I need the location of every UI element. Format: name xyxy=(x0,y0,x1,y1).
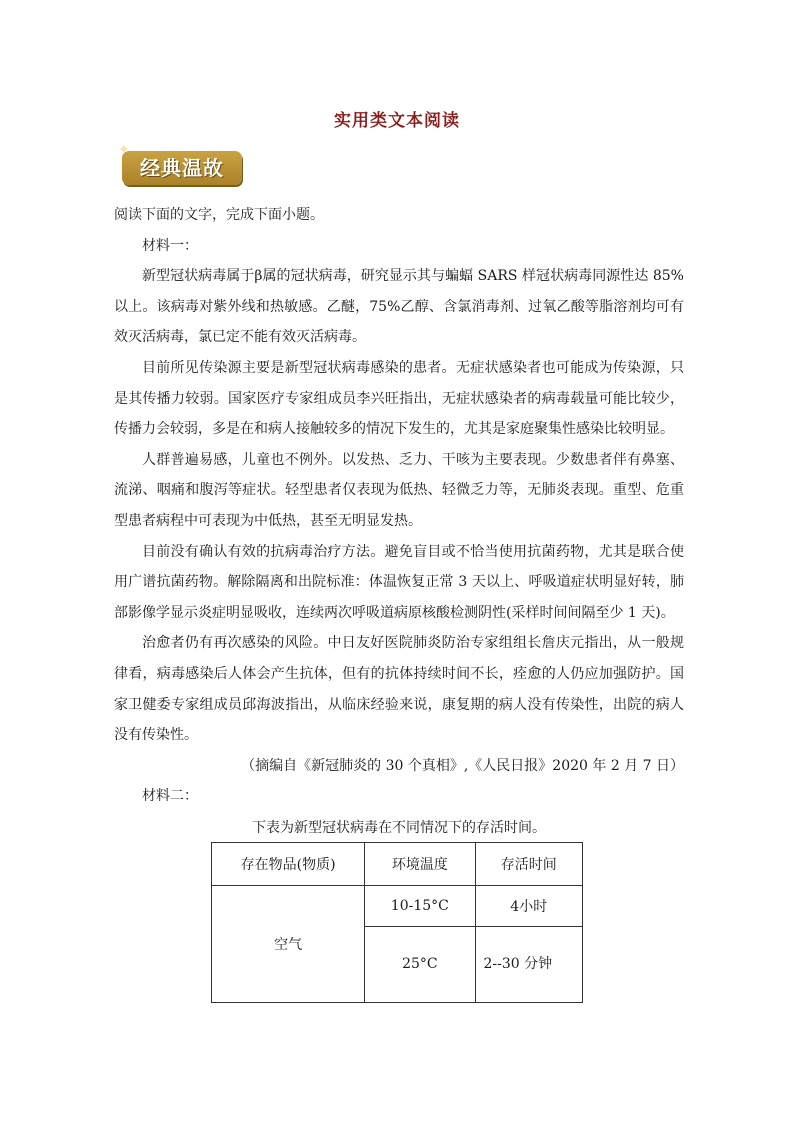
table-header-row xyxy=(212,842,583,885)
material1-paragraph-3: 人群普遍易感，儿童也不例外。以发热、乏力、干咳为主要表现。少数患者伴有鼻塞、流涕、咽痛和腹泻等症状。轻型患者仅表现为低热、轻微乏力等，无肺炎表现。重型、危重型患者病程中可表现为中低热，甚至无明显发热。 xyxy=(114,451,684,529)
instruction-text: 阅读下面的文字，完成下面小题。 xyxy=(114,207,324,223)
table-caption: 下表为新型冠状病毒在不同情况下的存活时间。 xyxy=(252,819,546,836)
survival-time-table xyxy=(211,842,583,1003)
table-cell-item: 空气 xyxy=(212,885,365,1002)
table-cell-time: 4小时 xyxy=(475,885,583,926)
table-header-cell: 环境温度 xyxy=(365,842,475,885)
table-header-cell: 存活时间 xyxy=(475,842,583,885)
table-row xyxy=(212,885,583,926)
material1-paragraph-1: 新型冠状病毒属于β属的冠状病毒，研究显示其与蝙蝠 SARS 样冠状病毒同源性达 85%以上。该病毒对紫外线和热敏感。乙醚，75%乙醇、含氯消毒剂、过氧乙酸等脂溶剂均可有效灭活病毒，氯已定不能有效灭活病毒。 xyxy=(114,268,684,346)
material1-source: （摘编自《新冠肺炎的 30 个真相》,《人民日报》2020 年 2 月 7 日） xyxy=(241,757,684,774)
section-badge xyxy=(118,142,244,186)
document-body xyxy=(114,200,684,1003)
star-icon: ✦ xyxy=(118,142,130,158)
table-header-cell: 存在物品(物质) xyxy=(212,842,365,885)
material1-paragraph-2: 目前所见传染源主要是新型冠状病毒感染的患者。无症状感染者也可能成为传染源，只是其传播力较弱。国家医疗专家组成员李兴旺指出，无症状感染者的病毒载量可能比较少，传播力会较弱，多是在和病人接触较多的情况下发生的，尤其是家庭聚集性感染比较明显。 xyxy=(114,359,684,438)
table-cell-time: 2--30 分钟 xyxy=(475,926,583,1002)
badge-label: 经典温故 xyxy=(140,156,224,180)
material1-heading: 材料一： xyxy=(142,237,198,254)
material1-paragraph-4: 目前没有确认有效的抗病毒治疗方法。避免盲目或不恰当使用抗菌药物，尤其是联合使用广谱抗菌药物。解除隔离和出院标准：体温恢复正常 3 天以上、呼吸道症状明显好转，肺部影像学显示炎症明显吸收，连续两次呼吸道病原核酸检测阴性(采样时间间隔至少 1 天)。 xyxy=(114,543,684,621)
material1-paragraph-5: 治愈者仍有再次感染的风险。中日友好医院肺炎防治专家组组长詹庆元指出，从一般规律看，病毒感染后人体会产生抗体，但有的抗体持续时间不长，痊愈的人仍应加强防护。国家卫健委专家组成员邱海波指出，从临床经验来说，康复期的病人没有传染性，出院的病人没有传染性。 xyxy=(114,635,684,744)
material2-heading: 材料二： xyxy=(142,788,198,805)
table-cell-temp: 25°C xyxy=(365,926,475,1002)
table-cell-temp: 10-15°C xyxy=(365,885,475,926)
page-title: 实用类文本阅读 xyxy=(334,111,460,131)
